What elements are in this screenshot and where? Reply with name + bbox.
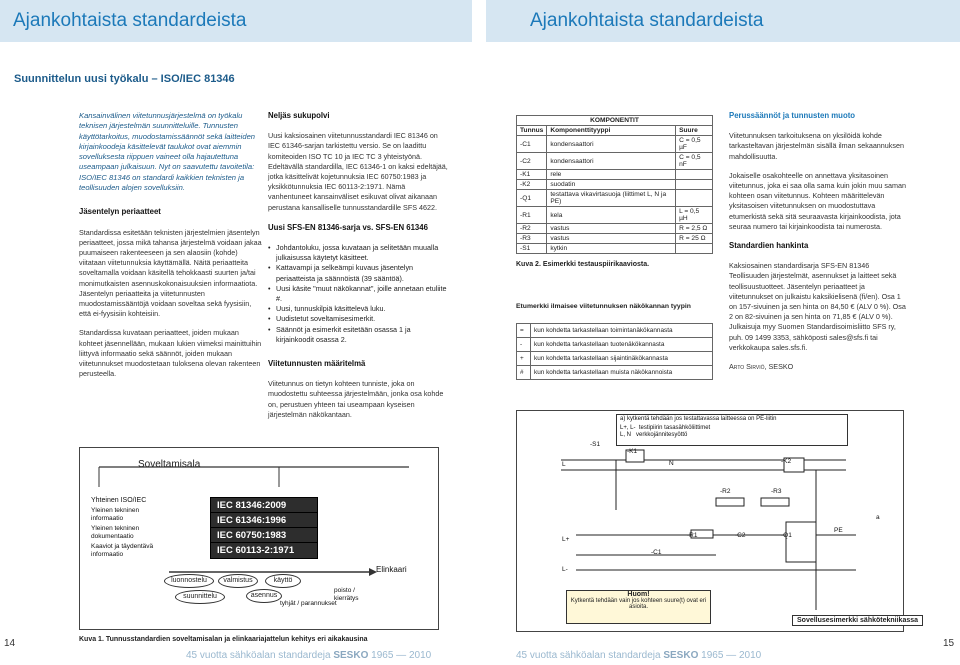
table-cell: kun kohdetta tarkastellaan tuotenäkökannasta (531, 338, 713, 352)
table-row (517, 324, 713, 338)
table-cell: kun kohdetta tarkastellaan toimintanäkökannasta (531, 324, 713, 338)
page-title-right: Ajankohtaista standardeista (530, 10, 764, 31)
table-cell: vastus (547, 234, 676, 244)
prefix-title: Etumerkki ilmaisee viitetunnuksen näkökannan tyypin (516, 303, 691, 310)
resistor-symbol (761, 498, 789, 506)
circuit-label: N (669, 460, 674, 467)
table-cell: -K2 (517, 180, 547, 190)
section-heading: Neljäs sukupolvi (268, 111, 330, 120)
circuit-label: -K1 (627, 448, 638, 455)
table-row (517, 352, 713, 366)
table-row (517, 366, 713, 380)
list-item: • Uusi käsite "muut näkökannat", joille annetaan etuliite #. (268, 284, 448, 304)
table-cell (676, 244, 713, 254)
footer-text: 45 vuotta sähköalan standardeja (186, 650, 331, 661)
table-cell: C = 0,5 nF (676, 153, 713, 170)
components-table-wrap (516, 115, 713, 268)
table-cell: kela (547, 207, 676, 224)
list-item: • Kattavampi ja selkeämpi kuvaus jäsentelyn periaatteista ja säännöistä (39 sääntöä). (268, 263, 448, 283)
column-header: Komponenttityyppi (547, 126, 676, 136)
circuit-label: -R3 (771, 488, 782, 495)
footer-brand: SESKO (663, 650, 699, 661)
footer-years: 1965 — 2010 (701, 650, 762, 661)
circuit-label: -C2 (735, 532, 746, 539)
circuit-label: -K2 (781, 458, 792, 465)
bullet-list (268, 243, 448, 345)
table-cell: vastus (547, 224, 676, 234)
circuit-label: -S1 (590, 441, 601, 448)
footer-left (186, 650, 431, 661)
list-item: • Uudistetut soveltamisesimerkit. (268, 314, 448, 324)
circuit-label: L- (562, 566, 568, 573)
circuit-label: a (876, 514, 880, 521)
circuit-legend: L+, L- testipiirin tasasähköliittimet L, N verkkojännitesyöttö (620, 424, 711, 438)
fig1-left-label: Yhteinen ISO/IEC (91, 497, 147, 504)
footer-brand: SESKO (333, 650, 369, 661)
list-item: • Uusi, tunnuskilpiä käsittelevä luku. (268, 304, 448, 314)
table-cell: kun kohdetta tarkastellaan sijaintinäkökannasta (531, 352, 713, 366)
table-cell: rele (547, 170, 676, 180)
paragraph: Kaksiosainen standardisarja SFS-EN 81346 Teollisuuden järjestelmät, asennukset ja laitteet sekä teollisuustuotteet. Jäsentelyn periaatteet ja viitetunnukset on julkaistu kaksikielisenä (fi/en). Osa 1 on 157-sivuinen ja sen hinta on 84,50 € (ALV 0 %). Osa 2 on 82-sivuinen ja sen hinta on 71,85 € (ALV 0 %). Julkaisuja myy Suomen Standardisoimisliitto SFS ry, puh. 09 1499 3353, sähköposti sales@sfs.fi tai verkkokaupa sales.sfs.fi. (729, 261, 906, 352)
table-cell: -K1 (517, 170, 547, 180)
prefix-table-wrap (516, 303, 713, 380)
paragraph: Uusi kaksiosainen viitetunnusstandardi IEC 81346 on IEC 61346-sarjan tarkistettu versio. Se on laadittu komiteoiden ISO TC 10 ja IEC TC 3 yhteistyönä. Edeltävällä standardilla, IEC 61346-1 on kaksi edeltäjää, jotka käsittelivät kojetunnuksia IEC 60750:1983 ja yksikkötunnuksia IEC 60113-2:1971. Nämä vanhentuneet kansainväliset esikuvat olivat aikanaan perustana kansalliselle tunnusstandardille SFS 4622. (268, 131, 448, 212)
section-heading: Perussäännöt ja tunnusten muoto (729, 111, 856, 120)
footer-text: 45 vuotta sähköalan standardeja (516, 650, 661, 661)
figure-caption: Kuva 1. Tunnusstandardien soveltamisalan ja elinkaariajattelun kehitys eri aikakausina (79, 636, 368, 643)
rcd-symbol (786, 522, 816, 562)
circuit-label: -Q1 (781, 532, 792, 539)
standard-box: IEC 60750:1983 (210, 527, 318, 544)
column-header: Tunnus (517, 126, 547, 136)
fig1-left-label: Yleinen tekninen dokumentaatio (91, 525, 140, 540)
prefix-table (516, 323, 713, 380)
list-item: • Säännöt ja esimerkit esitetään osassa 1 ja kirjainkoodit osassa 2. (268, 325, 448, 345)
fig1-title: Soveltamisala (138, 459, 201, 470)
table-title: KOMPONENTIT (517, 116, 713, 126)
warning-text: Kytkentä tehdään vain jos kohteen suure(t) ovat eri asioita. (570, 598, 707, 610)
table-cell: kondensaattori (547, 136, 676, 153)
paragraph: Standardissa esitetään teknisten järjestelmien jäsentelyn periaatteet, jossa mikä tahansa järjestelmä voidaan jakaa puumaiseen rakenteeseen ja sen alaosiin (kohde) viitataan viitetunnuksia käyttämällä. Näitä periaatteita soveltamalla voidaan käsitellä tehokkaasti suurten ja/tai monimutkaisten asennuskokonaisuuksien informaatiota. Jäsentelyn periaatteita ja viitetunnusten muodostamissääntöjä voidaan soveltaa sekä fyysisiin, että ei-fyysisiin kohteisiin. (79, 227, 262, 319)
paragraph: Viitetunnuksen tarkoituksena on yksilöidä kohde tarkasteltavan järjestelmän sisällä ilman sekaannuksen mahdollisuutta. (729, 131, 904, 161)
warning-title: Huom! (627, 591, 650, 598)
circuit-label: L (562, 461, 566, 468)
table-cell: -R3 (517, 234, 547, 244)
header-band-left (0, 0, 472, 42)
table-row (517, 153, 713, 170)
article-subtitle: Suunnittelun uusi työkalu – ISO/IEC 81346 (14, 73, 235, 85)
section-heading: Uusi SFS-EN 81346-sarja vs. SFS-EN 61346 (268, 222, 428, 232)
page-number-right: 15 (943, 638, 955, 649)
table-row (517, 224, 713, 234)
table-cell: -C2 (517, 153, 547, 170)
warning-box (566, 590, 711, 624)
stage-label: luonnostelu (164, 574, 214, 588)
paragraph: Viitetunnus on tietyn kohteen tunniste, joka on muodostettu suhteessa järjestelmään, jonka osa kohde on, perustuen yhteen tai useampaan kyseisen järjestelmän näkökantaan. (268, 379, 444, 419)
table-cell: kondensaattori (547, 153, 676, 170)
standard-box: IEC 81346:2009 (210, 497, 318, 514)
table-cell (676, 190, 713, 207)
fig1-left-label: Yleinen tekninen informaatio (91, 507, 140, 522)
section-heading: Jäsentelyn periaatteet (79, 207, 161, 217)
intro-text: Kansainvälinen viitetunnusjärjestelmä on työkalu teknisen järjestelmän suunnitteluille. Tunnusten käyttötarkoitus, muodostamissäännöt sekä laitteiden kirjainkoodeja käsittelevät taulukot ovat aiemmin sovelluksesta riippuen vaineet olla hajautettuna useampaan julkaisuun. Nyt on saavutettu tavoitetila: ISO/IEC 81346 on standardi kaikkien teknisten ja teollisuuden alojen sovelluksiin. (79, 111, 256, 193)
table-row (517, 190, 713, 207)
resistor-symbol (716, 498, 744, 506)
table-cell: testattava vikavirtasuoja (liittimet L, N ja PE) (547, 190, 676, 207)
fig1-left-label: Kaaviot ja täydentävä informaatio (91, 543, 154, 558)
circuit-label: L+ (562, 536, 570, 543)
stage-label: valmistus (218, 574, 258, 588)
table-row (517, 170, 713, 180)
circuit-label: -R2 (720, 488, 731, 495)
table-cell: R = 25 Ω (676, 234, 713, 244)
table-cell: -R2 (517, 224, 547, 234)
table-cell: kytkin (547, 244, 676, 254)
page-number-left: 14 (4, 638, 16, 649)
stage-label: tyhjät / parannukset (280, 600, 337, 607)
circuit-label: -R1 (687, 532, 698, 539)
column-2 (268, 111, 448, 429)
table-cell: R = 2,5 Ω (676, 224, 713, 234)
page-title-left: Ajankohtaista standardeista (13, 10, 247, 31)
standard-box: IEC 60113-2:1971 (210, 542, 318, 559)
table-row (517, 207, 713, 224)
table-cell: suodatin (547, 180, 676, 190)
table-cell: -S1 (517, 244, 547, 254)
table-row (517, 234, 713, 244)
column-1 (79, 111, 264, 388)
footer-years: 1965 — 2010 (371, 650, 432, 661)
circuit-label: PE (834, 527, 843, 534)
table-cell: C = 0,5 µF (676, 136, 713, 153)
figure-caption: Kuva 2. Esimerkki testauspiirikaaviosta. (516, 261, 650, 268)
footer-right (516, 650, 761, 661)
section-heading: Viitetunnusten määritelmä (268, 359, 366, 369)
table-cell: + (517, 352, 531, 366)
column-4 (729, 111, 907, 381)
table-row (517, 244, 713, 254)
table-cell: L = 0,5 µH (676, 207, 713, 224)
stage-label: käyttö (265, 574, 301, 588)
section-heading: Standardien hankinta (729, 241, 809, 251)
table-cell (676, 180, 713, 190)
table-cell: -Q1 (517, 190, 547, 207)
header-band-right (486, 0, 960, 42)
stage-label: poisto / kierrätys (334, 587, 359, 602)
table-cell (676, 170, 713, 180)
paragraph: Jokaiselle osakohteelle on annettava yksitasoinen viitetunnus, joka ei saa olla sama kuin jokin muu saman kohteen osan viitetunnus. Kohteen määrittelevän yksitasoisen viitetunnuksen on muodostuttava etumerkistä sekä sitä seuraavasta kirjainkoodista, jota seuraa numero tai kirjainkoodista tai numerosta. (729, 170, 906, 231)
table-cell: # (517, 366, 531, 380)
table-cell: -R1 (517, 207, 547, 224)
column-header: Suure (676, 126, 713, 136)
circuit-note: a) kytkentä tehdään jos testattavassa laitteessa on PE-liitin (620, 416, 777, 422)
table-row (517, 338, 713, 352)
standard-box: IEC 61346:1996 (210, 512, 318, 529)
table-row (517, 180, 713, 190)
components-table (516, 115, 713, 254)
table-cell: -C1 (517, 136, 547, 153)
stage-label: suunnittelu (175, 590, 225, 604)
lifecycle-label: Elinkaari (376, 565, 407, 574)
paragraph: Standardissa kuvataan periaatteet, joiden mukaan kohteet jäsennellään, mukaan lukien viimeksi mainittuihin liittyvä informaatio sekä säännöt, joiden mukaan viitetunnukset muodostetaan tuloksena olevan rakenteen perusteella. (79, 328, 262, 379)
circuit-label: -C1 (651, 549, 662, 556)
table-row (517, 136, 713, 153)
author: Arto Sirviö, SESKO (729, 362, 794, 372)
list-item: • Johdantoluku, jossa kuvataan ja selitetään muualla julkaisussa käytetyt käsitteet. (268, 243, 448, 263)
table-cell: kun kohdetta tarkastellaan muista näkökannoista (531, 366, 713, 380)
stage-label: asennus (246, 589, 282, 603)
circuit-caption: Sovellusesimerkki sähkötekniikassa (792, 615, 923, 626)
table-cell: - (517, 338, 531, 352)
table-cell: = (517, 324, 531, 338)
